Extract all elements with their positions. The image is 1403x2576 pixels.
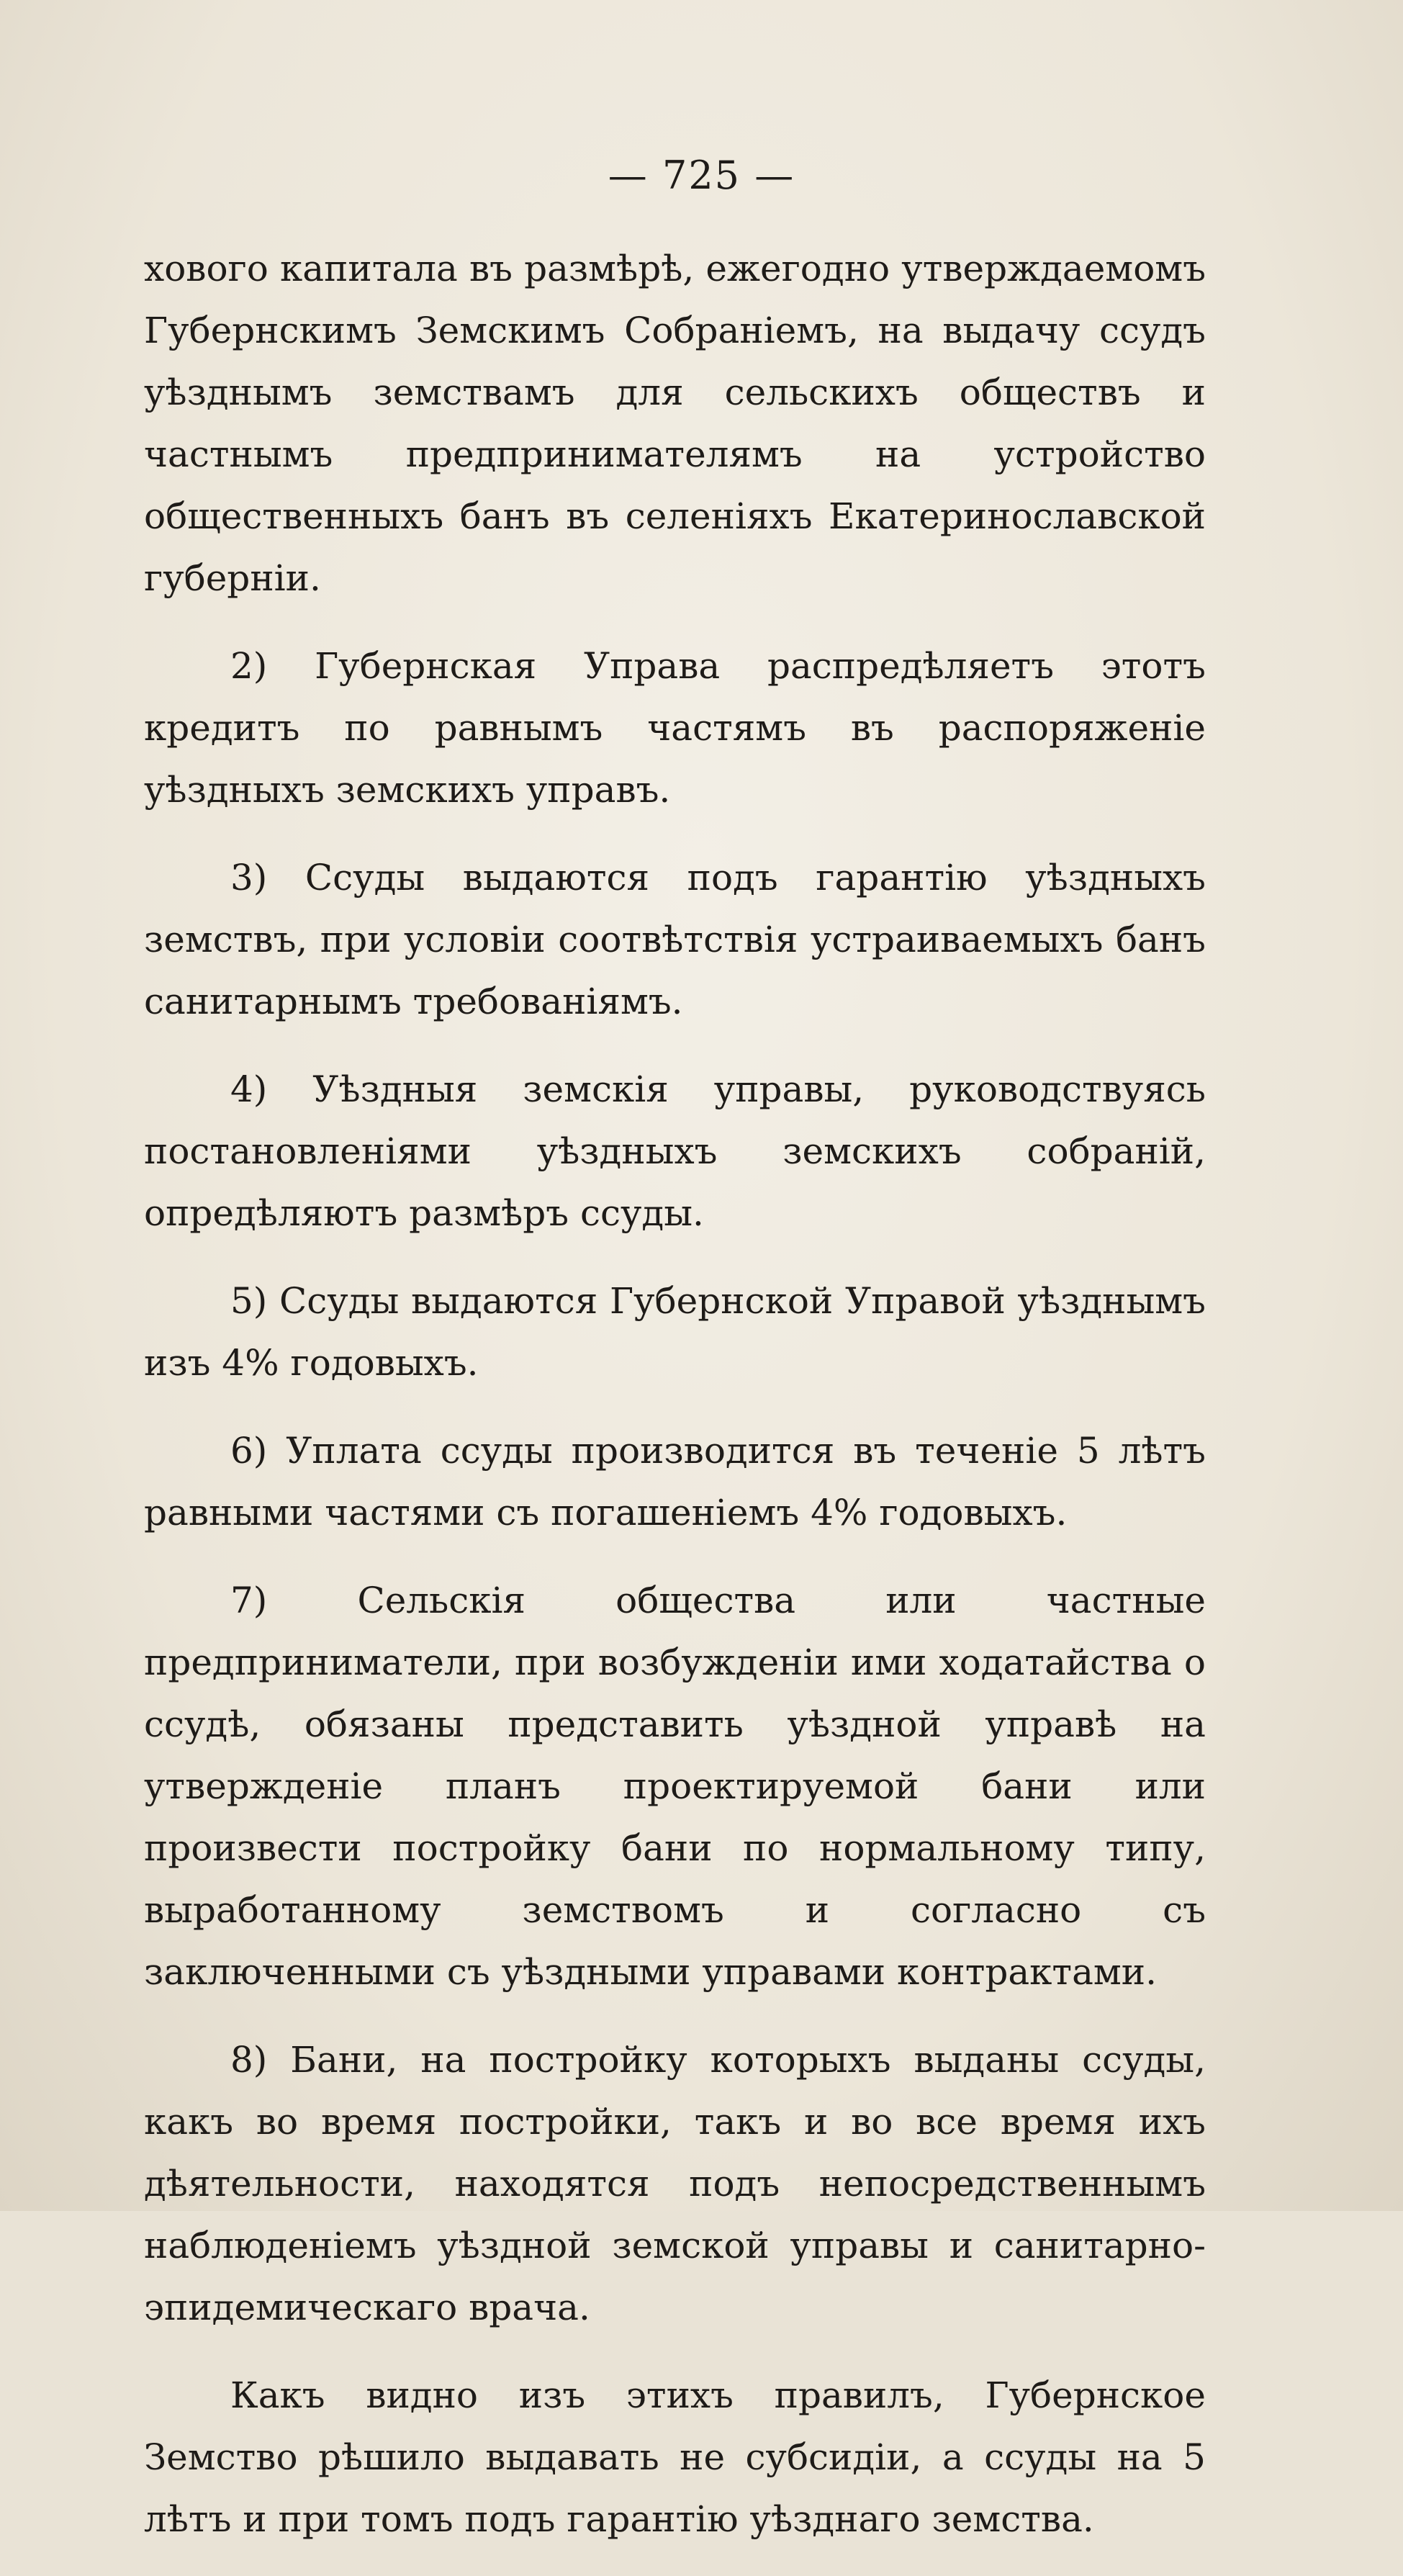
paragraph-rule-2: 2) Губернская Управа распредѣляетъ этотъ кредитъ по равнымъ частямъ въ распоряженіе уѣздныхъ земскихъ управъ. [144, 645, 1206, 811]
paragraph-conclusion: Какъ видно изъ этихъ правилъ, Губернское Земство рѣшило выдавать не субсидіи, а ссуды на 5 лѣтъ и при томъ подъ гарантію уѣзднаго земства. [144, 2374, 1206, 2540]
body-text [144, 238, 1206, 2576]
paragraph-rule-7: 7) Сельскія общества или частные предприниматели, при возбужденіи ими ходатайства о ссудѣ, обязаны представить уѣздной управѣ на утвержденіе планъ проектируемой бани или произвести постройку бани по нормальному типу, выработанному земствомъ и согласно съ заключенными съ уѣздными управами контрактами. [144, 1580, 1206, 1993]
paragraph-rule-6: 6) Уплата ссуды производится въ теченіе 5 лѣтъ равными частями съ погашеніемъ 4% годовыхъ. [144, 1430, 1206, 1534]
page-number: — 725 — [608, 153, 795, 198]
paragraph-continuation: хового капитала въ размѣрѣ, ежегодно утверждаемомъ Губернскимъ Земскимъ Собраніемъ, на выдачу ссудъ уѣзднымъ земствамъ для сельскихъ обществъ и частнымъ предпринимателямъ на устройство общественныхъ банъ въ селеніяхъ Екатеринославской губерніи. [144, 248, 1206, 599]
paragraph-rule-4: 4) Уѣздныя земскія управы, руководствуясь постановленіями уѣздныхъ земскихъ собраній, опредѣляютъ размѣръ ссуды. [144, 1068, 1206, 1234]
paragraph-rule-8: 8) Бани, на постройку которыхъ выданы ссуды, какъ во время постройки, такъ и во все время ихъ дѣятельности, находятся подъ непосредственнымъ наблюденіемъ уѣздной земской управы и санитарно-эпидемическаго врача. [144, 2039, 1206, 2328]
paragraph-rule-3: 3) Ссуды выдаются подъ гарантію уѣздныхъ земствъ, при условіи соотвѣтствія устраиваемыхъ банъ санитарнымъ требованіямъ. [144, 857, 1206, 1022]
paragraph-rule-5: 5) Ссуды выдаются Губернской Управой уѣзднымъ изъ 4% годовыхъ. [144, 1280, 1206, 1384]
